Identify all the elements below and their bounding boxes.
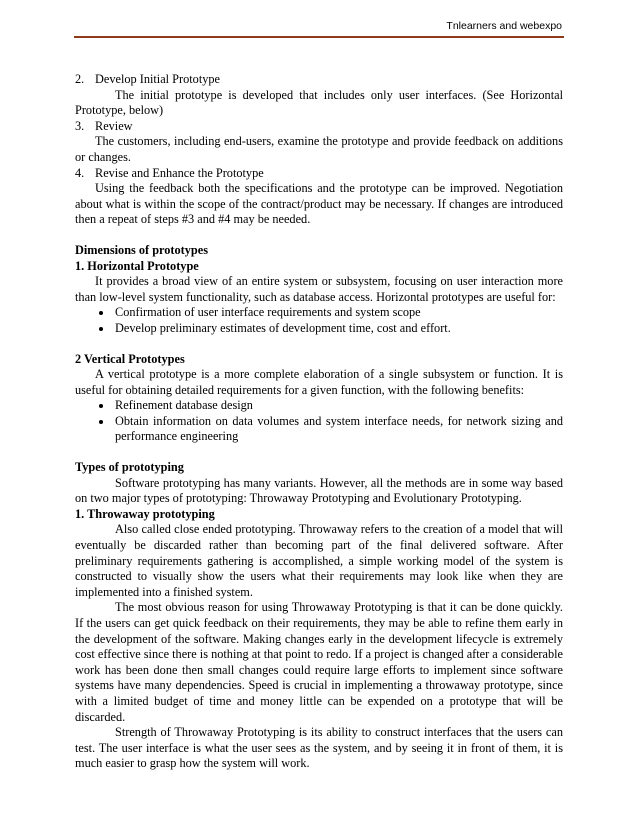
throwaway-heading: 1. Throwaway prototyping: [75, 506, 215, 521]
step-3-title: 3. Review: [75, 118, 133, 133]
throwaway-paragraph-3: Strength of Throwaway Prototyping is its ability to construct interfaces that the users can test. The user interface is what the user sees as the system, and by seeing it in front of them, it is much easier to grasp how the system will work.: [75, 725, 563, 771]
step-3-body: The customers, including end-users, examine the prototype and provide feedback on additions or changes.: [75, 134, 563, 164]
step-4-body: Using the feedback both the specifications and the prototype can be improved. Negotiation about what is within the scope of the contract/product may be necessary. If changes are introduced then a repeat of steps #3 and #4 may be needed.: [75, 181, 563, 227]
header-rule: [74, 36, 564, 38]
list-item: • Develop preliminary estimates of development time, cost and effort.: [113, 321, 563, 337]
dimensions-heading: Dimensions of prototypes: [75, 242, 208, 257]
list-item: • Refinement database design: [113, 398, 563, 414]
types-heading: Types of prototyping: [75, 460, 184, 475]
page-header: Tnlearners and webexpo: [446, 20, 562, 32]
vertical-body: A vertical prototype is a more complete elaboration of a single subsystem or function. It is useful for obtaining detailed requirements for a given function, with the following benefits:: [75, 367, 563, 397]
list-item: • Obtain information on data volumes and system interface needs, for network sizing and performance engineering: [113, 414, 563, 445]
horizontal-body: It provides a broad view of an entire system or subsystem, focusing on user interaction more than low-level system functionality, such as database access. Horizontal prototypes are useful for:: [75, 274, 563, 304]
vertical-heading: 2 Vertical Prototypes: [75, 351, 185, 366]
throwaway-paragraph-2: The most obvious reason for using Throwaway Prototyping is that it can be done quickly. If the users can get quick feedback on their requirements, they may be able to refine them early in the development of the software. Making changes early in the development lifecycle is extremely cost effective since there is nothing at that point to redo. If a project is changed after a considerable work has been done then small changes could require large efforts to implement since software systems have many dependencies. Speed is crucial in implementing a throwaway prototype, since with a limited budget of time and money little can be expended on a prototype that will be discarded.: [75, 600, 563, 724]
horizontal-bullets: [75, 305, 563, 336]
types-intro: Software prototyping has many variants. However, all the methods are in some way based on two major types of prototyping: Throwaway Prototyping and Evolutionary Prototyping.: [75, 475, 563, 506]
horizontal-heading: 1. Horizontal Prototype: [75, 258, 199, 273]
throwaway-paragraph-1: Also called close ended prototyping. Throwaway refers to the creation of a model that will eventually be discarded rather than becoming part of the final delivered software. After preliminary requirements gathering is accomplished, a simple working model of the system is constructed to visually show the users what their requirements may look like when they are implemented into a finished system.: [75, 522, 563, 599]
vertical-bullets: [75, 398, 563, 445]
step-2-title: 2. Develop Initial Prototype: [75, 72, 220, 86]
step-4-title: 4. Revise and Enhance the Prototype: [75, 165, 264, 180]
document-body: [75, 72, 563, 772]
step-2-body: The initial prototype is developed that includes only user interfaces. (See Horizontal Prototype, below): [75, 87, 563, 118]
list-item: • Confirmation of user interface requirements and system scope: [113, 305, 563, 321]
